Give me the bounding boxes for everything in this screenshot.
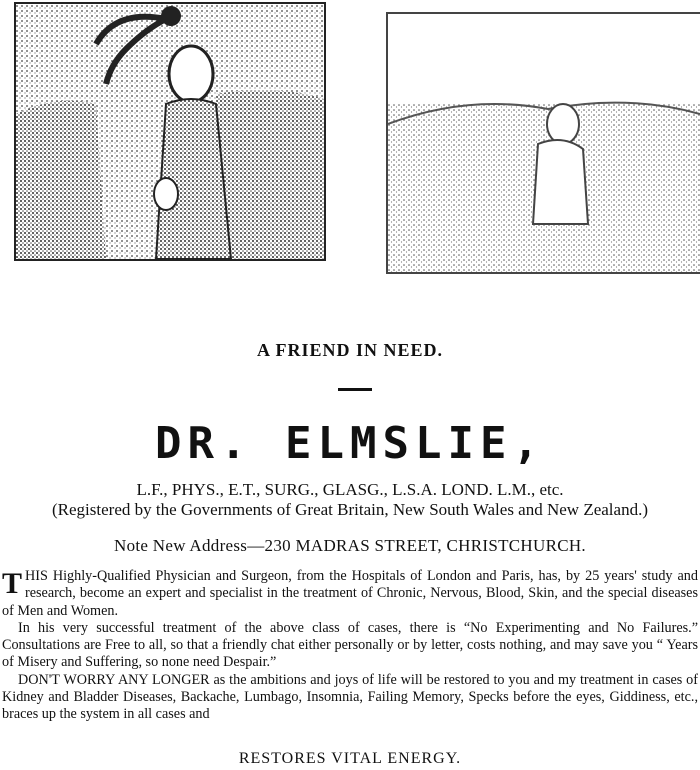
closing-line: RESTORES VITAL ENERGY. (238, 750, 462, 767)
doctor-name: DR. ELMSLIE, (155, 418, 545, 469)
engraving-woman-picking-fruit (16, 4, 324, 259)
illustration-woman-right (386, 12, 700, 274)
illustration-woman-left (14, 2, 326, 261)
paragraph-intro-text: HIS Highly-Qualified Physician and Surgeon, from the Hospitals of London and Paris, has, by 25 years' study and research, become an expert and specialist in the treatment of Chronic, Nervous, Blood, Skin, and the special diseases of Men and Women. (2, 568, 698, 619)
paragraph-treatment: In his very successful treatment of the above class of cases, there is “No Experimenting and No Failures.” Consultations are Free to all, so that a friendly chat either personally or by letter, costs nothing, and may save you “ Years of Misery and Suffering, so none need Despair.” (2, 619, 698, 671)
paragraph-worry-caps: DON'T WORRY ANY LONGER (18, 671, 210, 688)
engraving-woman-in-field (388, 14, 700, 272)
divider-rule (338, 388, 372, 391)
drop-cap: T (2, 567, 23, 600)
paragraph-intro (2, 568, 698, 620)
advertisement-body (2, 568, 698, 724)
paragraph-worry (2, 672, 698, 724)
registration-note: (Registered by the Governments of Great Britain, New South Wales and New Zealand.) (52, 500, 648, 519)
address-line: Note New Address—230 MADRAS STREET, CHRISTCHURCH. (114, 536, 586, 555)
headline: A FRIEND IN NEED. (256, 340, 444, 360)
paragraph-worry-text: as the ambitions and joys of life will be restored to you and my treatment in cases of Kidney and Bladder Diseases, Backache, Lumbago, Insomnia, Failing Memory, Specks before the eyes, Giddiness, etc., braces up the system in all cases and (2, 671, 698, 723)
qualifications: L.F., PHYS., E.T., SURG., GLASG., L.S.A. LOND. L.M., etc. (136, 480, 564, 499)
